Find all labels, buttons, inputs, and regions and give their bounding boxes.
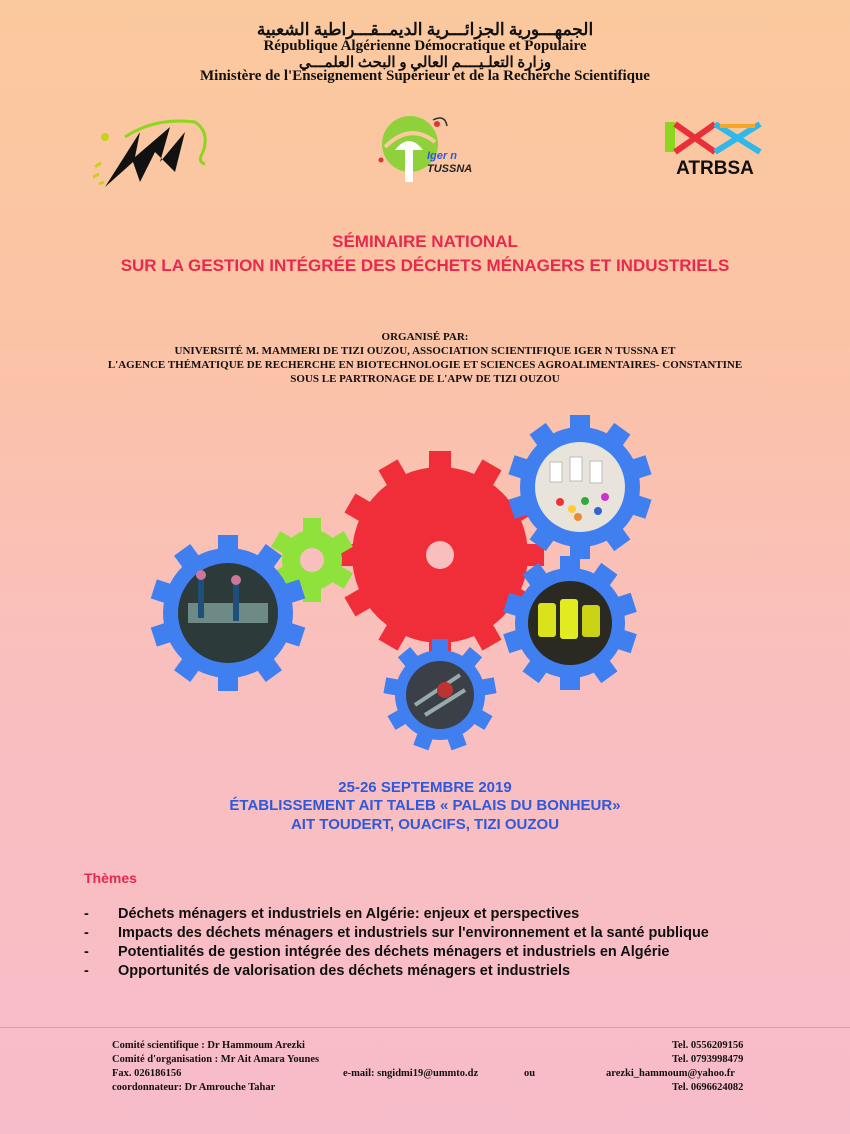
organizers-line3: SOUS LE PARTRONAGE DE L'APW DE TIZI OUZOU (290, 373, 560, 385)
blue-gear-pills-icon (508, 415, 651, 559)
seminar-title-line2: SUR LA GESTION INTÉGRÉE DES DÉCHETS MÉNAGERS ET INDUSTRIELS (120, 256, 730, 275)
organizers-line1: UNIVERSITÉ M. MAMMERI DE TIZI OUZOU, ASSOCIATION SCIENTIFIQUE IGER N TUSSNA ET (174, 345, 676, 357)
theme-dash: - (84, 963, 89, 979)
themes-heading: Thèmes (84, 870, 137, 886)
arabic-republic-title: الجمهـــورية الجزائـــرية الديمــقـــراطية الشعبية (256, 20, 594, 39)
email-or: ou (524, 1068, 536, 1079)
theme-dash: - (84, 925, 89, 941)
tussna-text: TUSSNA (427, 163, 473, 175)
event-venue: ÉTABLISSEMENT AIT TALEB « PALAIS DU BONHEUR» (229, 797, 621, 814)
french-ministry-title: Ministère de l'Enseignement Supérieur et de la Recherche Scientifique (200, 68, 650, 84)
seminar-title-line1: SÉMINAIRE NATIONAL (332, 232, 518, 251)
theme-item (84, 906, 709, 925)
organizing-committee: Comité d'organisation : Mr Ait Amara Younes (112, 1054, 320, 1065)
atrbsa-label: ATRBSA (676, 158, 754, 179)
event-location: AIT TOUDERT, OUACIFS, TIZI OUZOU (290, 816, 560, 833)
fax-number: Fax. 026186156 (112, 1068, 182, 1079)
theme-text: Déchets ménagers et industriels en Algérie: enjeux et perspectives (118, 906, 580, 922)
event-dates: 25-26 SEPTEMBRE 2019 (338, 779, 512, 796)
arabic-ministry-title: وزارة التعلـيــــم العالي و البحث العلمـــي (298, 55, 552, 71)
scientific-committee-tel: Tel. 0556209156 (672, 1040, 744, 1051)
iger-n-tussna-logo (365, 112, 495, 187)
gears-illustration (140, 415, 660, 755)
atrbsa-logo (660, 118, 770, 183)
email-secondary[interactable]: arezki_hammoum@yahoo.fr (606, 1068, 735, 1079)
theme-dash: - (84, 906, 89, 922)
red-gear-icon (336, 451, 544, 659)
email-primary[interactable]: e-mail: sngidmi19@ummto.dz (343, 1068, 479, 1079)
coordinator: coordonnateur: Dr Amrouche Tahar (112, 1082, 276, 1093)
theme-text: Opportunités de valorisation des déchets ménagers et industriels (118, 963, 571, 979)
footer-divider (0, 1027, 850, 1028)
organizing-committee-tel: Tel. 0793998479 (672, 1054, 744, 1065)
theme-text: Potentialités de gestion intégrée des déchets ménagers et industriels en Algérie (118, 944, 670, 960)
blue-gear-machinery-icon (383, 639, 496, 750)
theme-item (84, 963, 709, 982)
organizers-heading: ORGANISÉ PAR: (381, 331, 469, 343)
scientific-committee: Comité scientifique : Dr Hammoum Arezki (112, 1040, 305, 1051)
iger-n-text: Iger n (427, 150, 457, 162)
organizers-line2: L'AGENCE THÉMATIQUE DE RECHERCHE EN BIOTECHNOLOGIE ET SCIENCES AGROALIMENTAIRES- CONSTANTINE (107, 359, 743, 371)
french-republic-title: République Algérienne Démocratique et Populaire (263, 38, 587, 54)
theme-text: Impacts des déchets ménagers et industriels sur l'environnement et la santé publique (118, 925, 709, 941)
coordinator-tel: Tel. 0696624082 (672, 1082, 744, 1093)
theme-item (84, 925, 709, 944)
themes-list (84, 906, 709, 982)
theme-dash: - (84, 944, 89, 960)
theme-item (84, 944, 709, 963)
university-logo (85, 112, 215, 192)
